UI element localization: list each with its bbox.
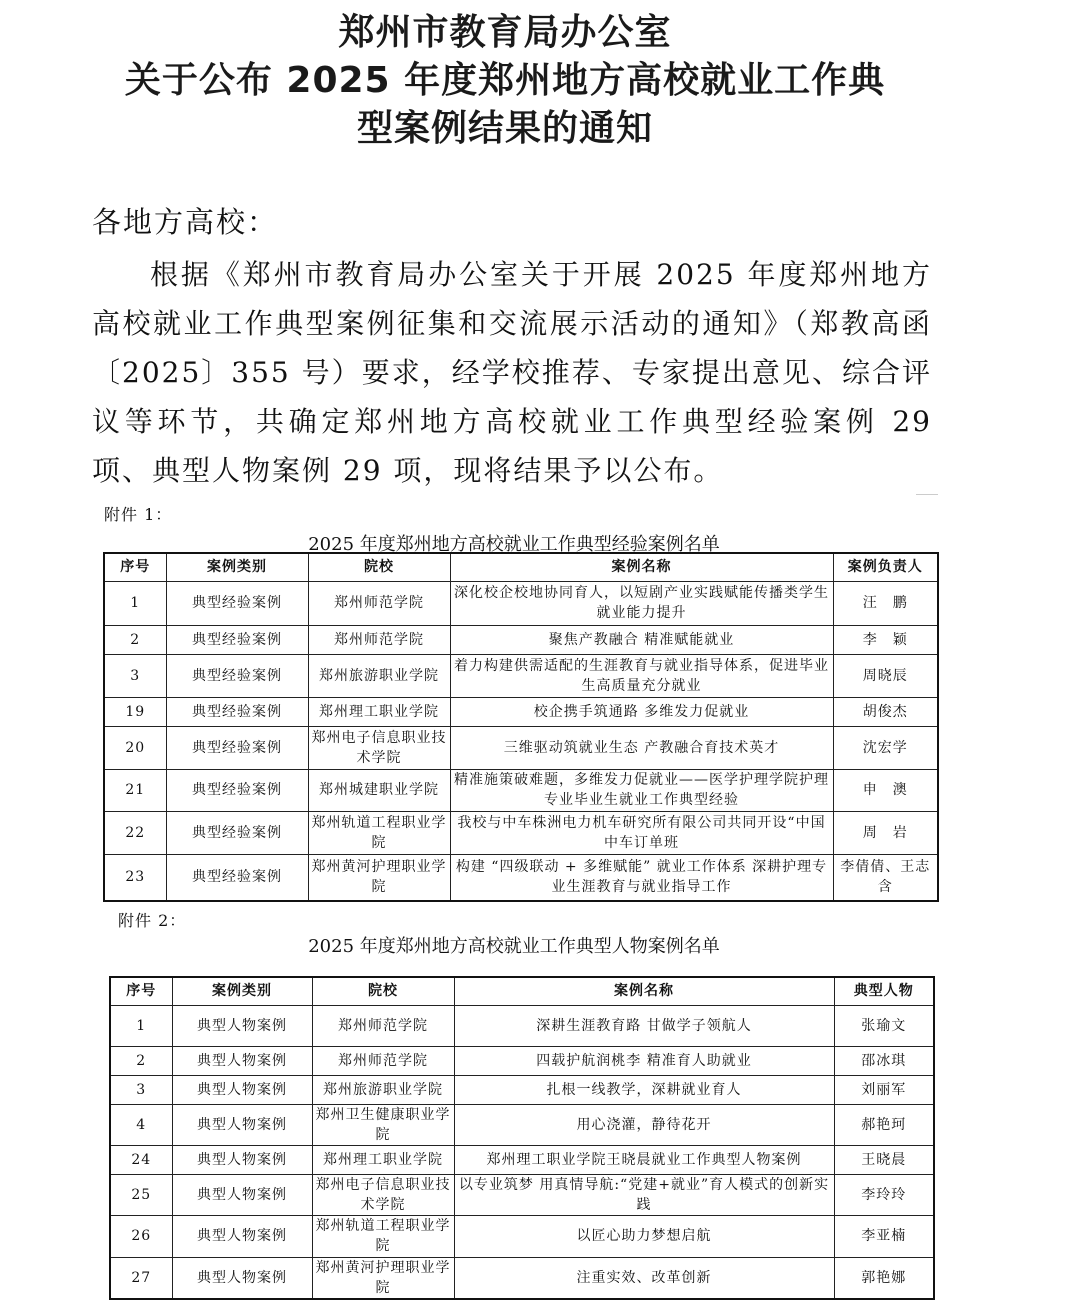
- table-cell: 郑州师范学院: [308, 581, 450, 625]
- table-cell: 邵冰琪: [834, 1046, 934, 1075]
- table-cell: 张瑜文: [834, 1005, 934, 1046]
- table-cell: 2: [110, 1046, 172, 1075]
- table-cell: 19: [104, 697, 166, 726]
- table-cell: 典型人物案例: [172, 1215, 312, 1257]
- table-cell: 深耕生涯教育路 甘做学子领航人: [454, 1005, 834, 1046]
- table-cell: 典型经验案例: [166, 854, 308, 901]
- table-cell: 郑州旅游职业学院: [312, 1075, 454, 1104]
- table-cell: 李玲玲: [834, 1174, 934, 1215]
- table-cell: 郑州旅游职业学院: [308, 654, 450, 697]
- table-cell: 以匠心助力梦想启航: [454, 1215, 834, 1257]
- table-row: [110, 1046, 934, 1075]
- table-row: [110, 1257, 934, 1299]
- table-row: [110, 1005, 934, 1046]
- experience-case-table: [103, 552, 939, 902]
- table-cell: 刘丽军: [834, 1075, 934, 1104]
- table-cell: 深化校企校地协同育人，以短剧产业实践赋能传播类学生就业能力提升: [450, 581, 833, 625]
- table-cell: 我校与中车株洲电力机车研究所有限公司共同开设“中国中车订单班: [450, 811, 833, 854]
- table-cell: 26: [110, 1215, 172, 1257]
- table-cell: 2: [104, 625, 166, 654]
- table-cell: 用心浇灌，静待花开: [454, 1104, 834, 1145]
- header-cell: 案例类别: [172, 977, 312, 1005]
- table-cell: 郑州电子信息职业技术学院: [308, 726, 450, 769]
- table-cell: 3: [110, 1075, 172, 1104]
- table-cell: 李 颖: [833, 625, 938, 654]
- table-cell: 扎根一线教学，深耕就业育人: [454, 1075, 834, 1104]
- table-cell: 典型人物案例: [172, 1174, 312, 1215]
- table-cell: 典型经验案例: [166, 726, 308, 769]
- table-cell: 典型经验案例: [166, 769, 308, 811]
- header-cell: 典型人物: [834, 977, 934, 1005]
- notice-title-line2: 关于公布 2025 年度郑州地方高校就业工作典: [124, 60, 886, 101]
- table-cell: 典型人物案例: [172, 1046, 312, 1075]
- table-cell: 典型经验案例: [166, 654, 308, 697]
- table-row: [104, 654, 938, 697]
- table-cell: 郑州师范学院: [308, 625, 450, 654]
- table-row: [104, 697, 938, 726]
- table-cell: 胡俊杰: [833, 697, 938, 726]
- table-cell: 23: [104, 854, 166, 901]
- table-cell: 27: [110, 1257, 172, 1299]
- header-cell: 案例名称: [454, 977, 834, 1005]
- table-row: [110, 1075, 934, 1104]
- table-cell: 典型经验案例: [166, 625, 308, 654]
- notice-title-line3: 型案例结果的通知: [356, 108, 653, 149]
- table-row: [110, 1174, 934, 1215]
- table-cell: 申 澳: [833, 769, 938, 811]
- attachment1-title: 2025 年度郑州地方高校就业工作典型经验案例名单: [308, 534, 720, 555]
- person-case-table: [109, 976, 935, 1300]
- table-cell: 典型经验案例: [166, 581, 308, 625]
- table-row: [104, 811, 938, 854]
- attachment2-label: 附件 2：: [118, 911, 187, 930]
- table-cell: 着力构建供需适配的生涯教育与就业指导体系，促进毕业生高质量充分就业: [450, 654, 833, 697]
- table-cell: 郑州城建职业学院: [308, 769, 450, 811]
- table-cell: 郑州理工职业学院: [312, 1145, 454, 1174]
- addressee: 各地方高校：: [92, 205, 279, 239]
- table-row: [104, 769, 938, 811]
- table-cell: 典型人物案例: [172, 1145, 312, 1174]
- table-row: [104, 854, 938, 901]
- header-cell: 案例名称: [450, 553, 833, 581]
- table-cell: 郑州黄河护理职业学院: [308, 854, 450, 901]
- header-cell: 院校: [312, 977, 454, 1005]
- table-cell: 郑州理工职业学院: [308, 697, 450, 726]
- table-cell: 郑州师范学院: [312, 1005, 454, 1046]
- table-cell: 1: [104, 581, 166, 625]
- table-cell: 注重实效、改革创新: [454, 1257, 834, 1299]
- table-row: [110, 1104, 934, 1145]
- header-cell: 序号: [110, 977, 172, 1005]
- table-cell: 聚焦产教融合 精准赋能就业: [450, 625, 833, 654]
- notice-body: 根据《郑州市教育局办公室关于开展 2025 年度郑州地方高校就业工作典型案例征集和交流展示活动的通知》（郑教高函〔2025〕355 号）要求，经学校推荐、专家提出意见、综合评议等环节，共确定郑州地方高校就业工作典型经验案例 29 项、典型人物案例 29 项，现将结果予以公布。: [92, 258, 932, 487]
- table-header-row: [110, 977, 934, 1005]
- table-cell: 四载护航润桃李 精准育人助就业: [454, 1046, 834, 1075]
- table-cell: 汪 鹏: [833, 581, 938, 625]
- table-cell: 典型人物案例: [172, 1257, 312, 1299]
- table-cell: 郝艳珂: [834, 1104, 934, 1145]
- table-cell: 沈宏学: [833, 726, 938, 769]
- table-cell: 3: [104, 654, 166, 697]
- table-cell: 王晓晨: [834, 1145, 934, 1174]
- table-cell: 典型人物案例: [172, 1104, 312, 1145]
- table-cell: 郑州轨道工程职业学院: [308, 811, 450, 854]
- table-cell: 郑州理工职业学院王晓晨就业工作典型人物案例: [454, 1145, 834, 1174]
- header-cell: 院校: [308, 553, 450, 581]
- table-cell: 22: [104, 811, 166, 854]
- header-cell: 案例负责人: [833, 553, 938, 581]
- table-cell: 三维驱动筑就业生态 产教融合育技术英才: [450, 726, 833, 769]
- table-cell: 郑州电子信息职业技术学院: [312, 1174, 454, 1215]
- notice-title-line1: 郑州市教育局办公室: [338, 12, 672, 53]
- table-row: [110, 1145, 934, 1174]
- divider: [916, 494, 938, 495]
- table-cell: 精准施策破难题，多维发力促就业——医学护理学院护理专业毕业生就业工作典型经验: [450, 769, 833, 811]
- table-cell: 4: [110, 1104, 172, 1145]
- table-cell: 周晓辰: [833, 654, 938, 697]
- table-cell: 典型人物案例: [172, 1075, 312, 1104]
- table-cell: 郭艳娜: [834, 1257, 934, 1299]
- table-cell: 24: [110, 1145, 172, 1174]
- table-cell: 以专业筑梦 用真情导航:“党建+就业”育人模式的创新实践: [454, 1174, 834, 1215]
- table-cell: 周 岩: [833, 811, 938, 854]
- table-cell: 典型经验案例: [166, 811, 308, 854]
- table-cell: 典型人物案例: [172, 1005, 312, 1046]
- table-header-row: [104, 553, 938, 581]
- table-cell: 李亚楠: [834, 1215, 934, 1257]
- table-cell: 郑州轨道工程职业学院: [312, 1215, 454, 1257]
- table-row: [104, 726, 938, 769]
- table-cell: 构建 “四级联动 + 多维赋能” 就业工作体系 深耕护理专业生涯教育与就业指导工作: [450, 854, 833, 901]
- attachment2-title: 2025 年度郑州地方高校就业工作典型人物案例名单: [308, 936, 720, 957]
- table-row: [104, 581, 938, 625]
- table-cell: 典型经验案例: [166, 697, 308, 726]
- table-cell: 校企携手筑通路 多维发力促就业: [450, 697, 833, 726]
- table-cell: 郑州师范学院: [312, 1046, 454, 1075]
- table-cell: 李倩倩、王志含: [833, 854, 938, 901]
- table-cell: 郑州卫生健康职业学院: [312, 1104, 454, 1145]
- table-row: [104, 625, 938, 654]
- table-cell: 25: [110, 1174, 172, 1215]
- table-cell: 20: [104, 726, 166, 769]
- header-cell: 案例类别: [166, 553, 308, 581]
- table-cell: 1: [110, 1005, 172, 1046]
- table-cell: 郑州黄河护理职业学院: [312, 1257, 454, 1299]
- table-cell: 21: [104, 769, 166, 811]
- table-row: [110, 1215, 934, 1257]
- header-cell: 序号: [104, 553, 166, 581]
- attachment1-label: 附件 1：: [104, 505, 173, 524]
